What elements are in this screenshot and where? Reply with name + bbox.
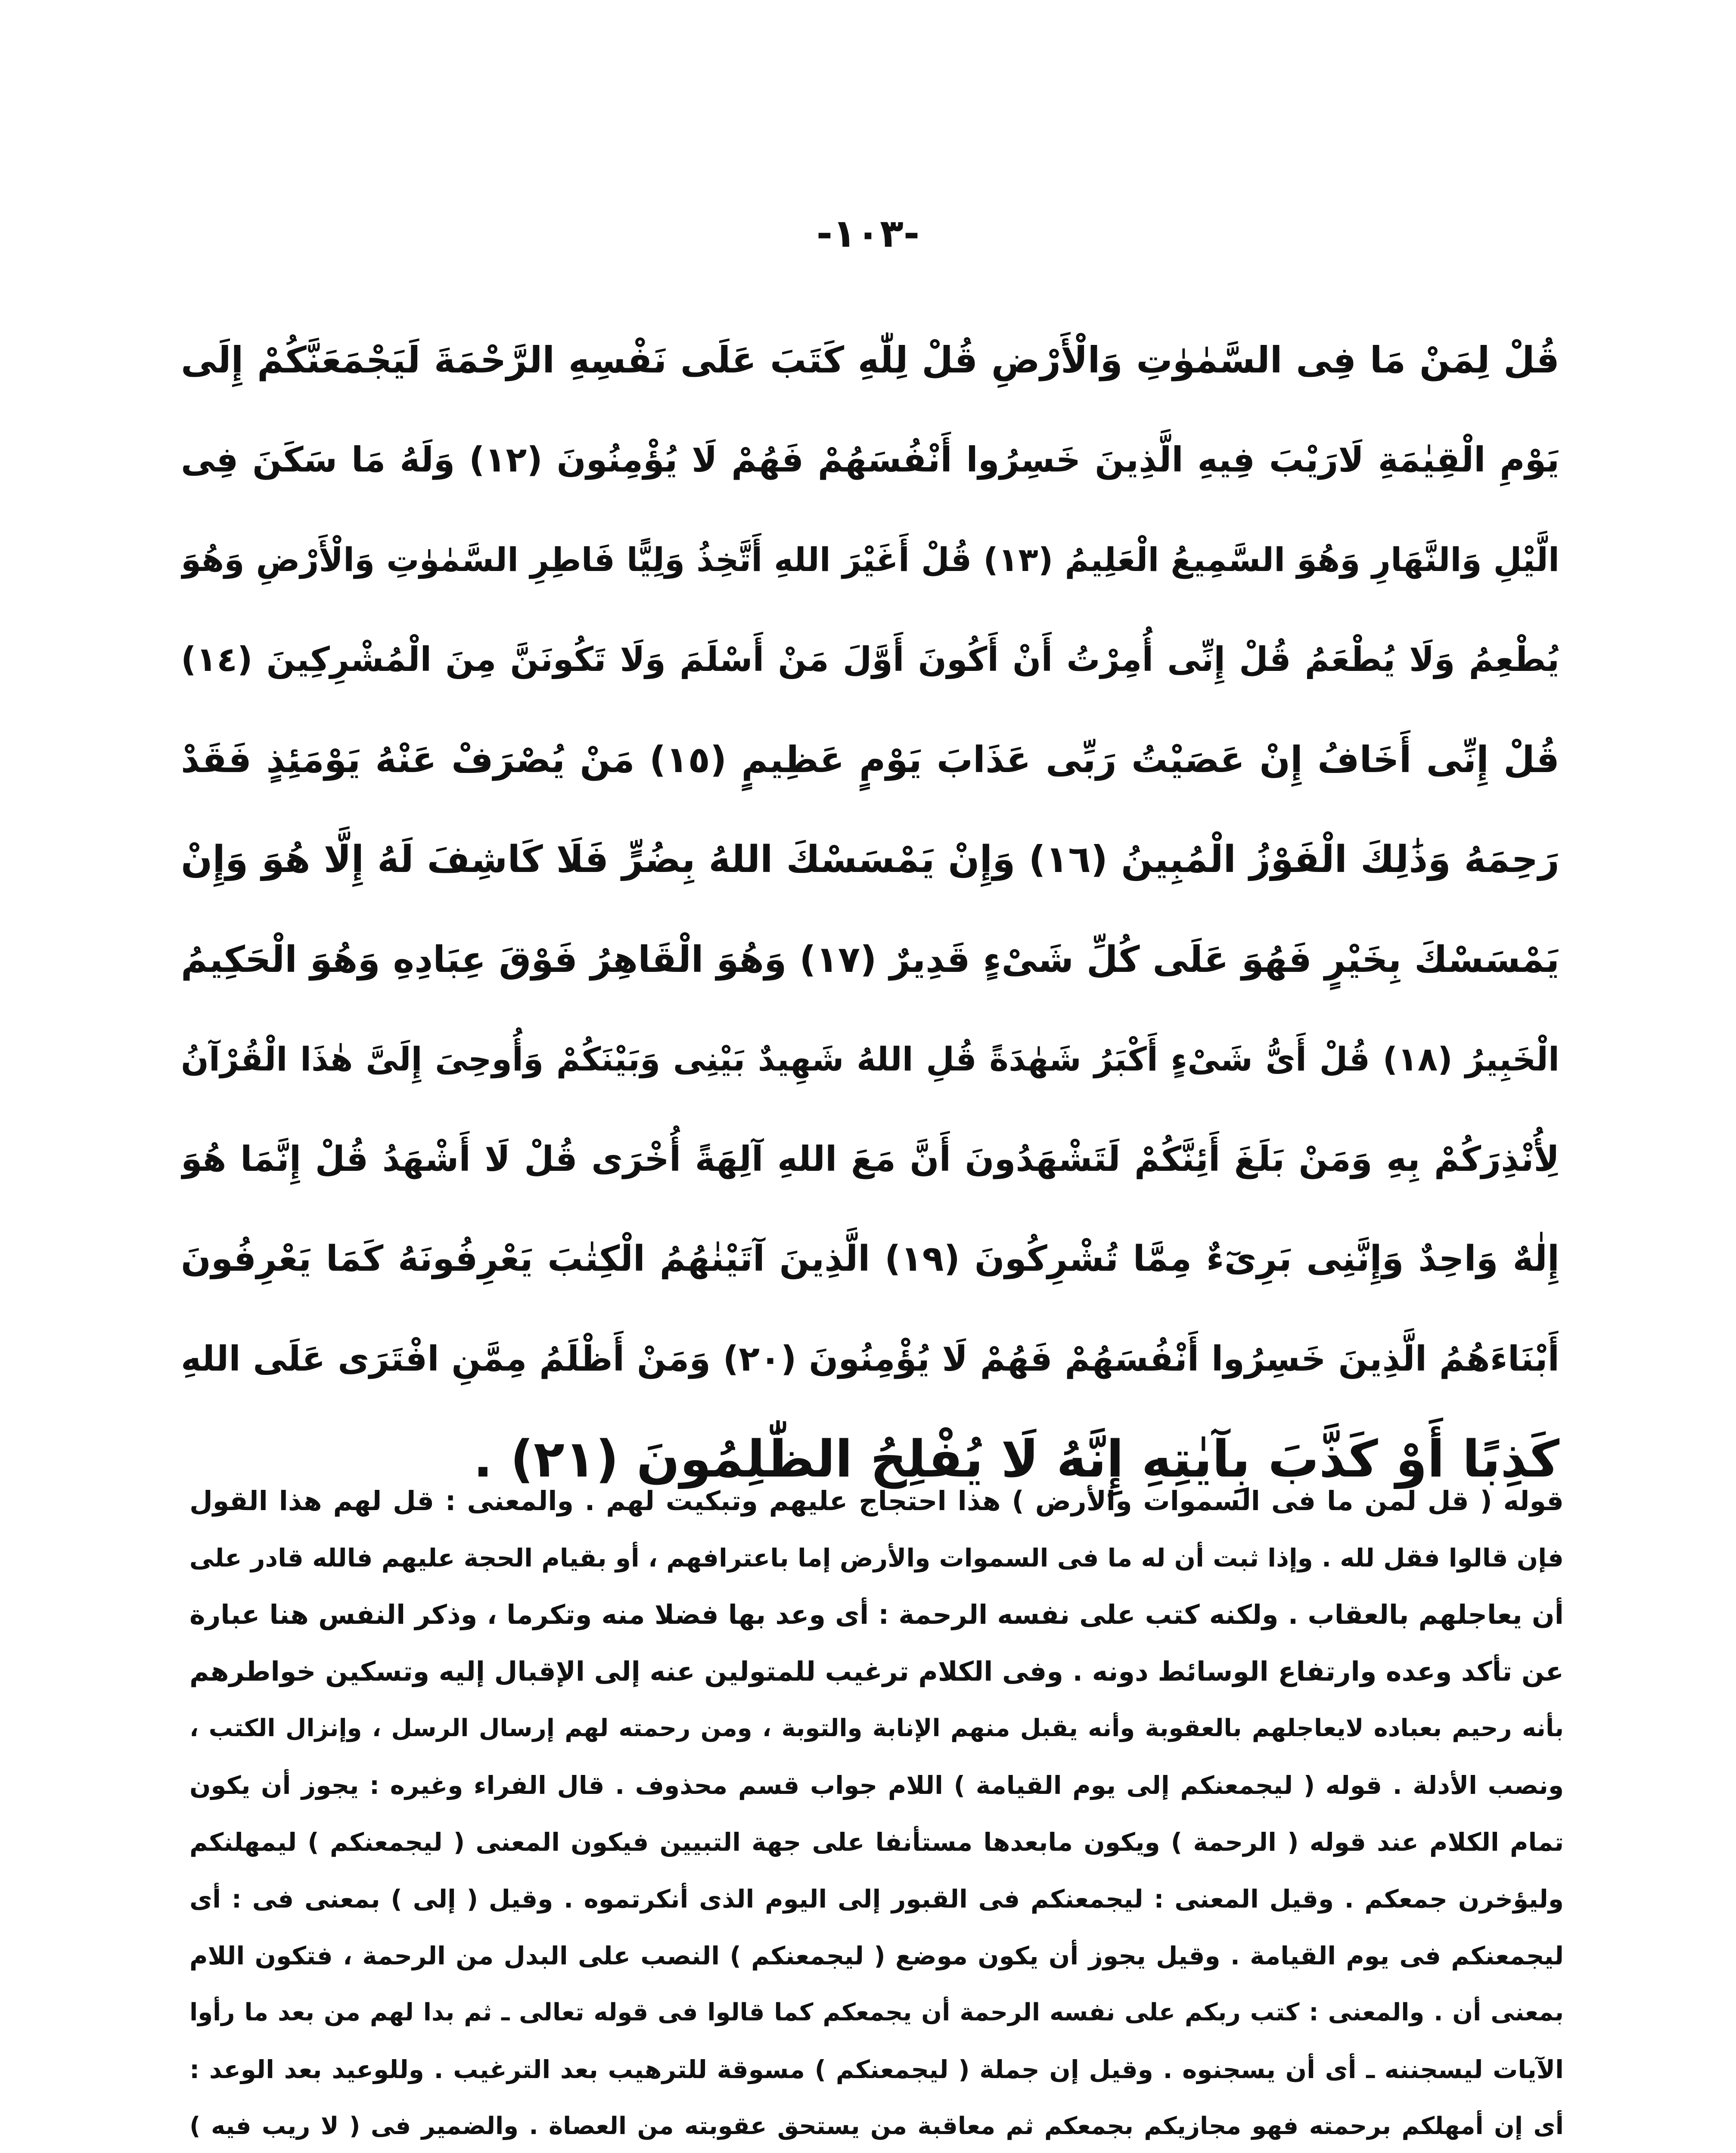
- commentary-line: ليجمعنكم فى يوم القيامة . وقيل يجوز أن يكون موضع ( ليجمعنكم ) النصب على البدل من الرحمة ، فتكون اللام: [189, 1941, 1564, 1970]
- page-number: -١٠٣-: [816, 211, 920, 256]
- verse-line: قُلْ لِمَنْ مَا فِى السَّمٰوٰتِ وَالْأَرْضِ قُلْ لِلّٰهِ كَتَبَ عَلَى نَفْسِهِ الرَّحْمَةَ لَيَجْمَعَنَّكُمْ إِلَى: [181, 339, 1559, 381]
- commentary-line: أن يعاجلهم بالعقاب . ولكنه كتب على نفسه الرحمة : أى وعد بها فضلا منه وتكرما ، وذكر النفس هنا عبارة: [189, 1599, 1564, 1630]
- verse-line: أَبْنَاءَهُمُ الَّذِينَ خَسِرُوا أَنْفُسَهُمْ فَهُمْ لَا يُؤْمِنُونَ (٢٠) وَمَنْ أَظْلَمُ مِمَّنِ افْتَرَى عَلَى اللهِ: [181, 1339, 1559, 1379]
- commentary-line: أى إن أمهلكم برحمته فهو مجازيكم بجمعكم ثم معاقبة من يستحق عقوبته من العصاة . والضمير فى ( لا ريب فيه ): [189, 2112, 1564, 2140]
- verse-line: الْخَبِيرُ (١٨) قُلْ أَىُّ شَىْءٍ أَكْبَرُ شَهٰدَةً قُلِ اللهُ شَهِيدٌ بَيْنِى وَبَيْنَكُمْ وَأُوحِىَ إِلَىَّ هٰذَا الْقُرْآنُ: [181, 1040, 1559, 1078]
- commentary: [189, 1473, 1564, 2153]
- verse-line: يُطْعِمُ وَلَا يُطْعَمُ قُلْ إِنِّى أُمِرْتُ أَنْ أَكُونَ أَوَّلَ مَنْ أَسْلَمَ وَلَا تَكُونَنَّ مِنَ الْمُشْرِكِينَ (١٤): [181, 640, 1559, 679]
- commentary-line: قوله ( قل لمن ما فى السموات والأرض ) هذا احتجاج عليهم وتبكيت لهم . والمعنى : قل لهم هذا القول: [189, 1485, 1564, 1517]
- commentary-line: بمعنى أن . والمعنى : كتب ربكم على نفسه الرحمة أن يجمعكم كما قالوا فى قوله تعالى ـ ثم بدا لهم من بعد ما رأوا: [189, 1998, 1564, 2026]
- verse-line: يَوْمِ الْقِيٰمَةِ لَارَيْبَ فِيهِ الَّذِينَ خَسِرُوا أَنْفُسَهُمْ فَهُمْ لَا يُؤْمِنُونَ (١٢) وَلَهُ مَا سَكَنَ فِى: [181, 440, 1559, 480]
- commentary-line: وليؤخرن جمعكم . وقيل المعنى : ليجمعنكم فى القبور إلى اليوم الذى أنكرتموه . وقيل ( إلى ) بمعنى فى : أى: [189, 1884, 1564, 1914]
- commentary-line: الآيات ليسجننه ـ أى أن يسجنوه . وقيل إن جملة ( ليجمعنكم ) مسوقة للترهيب بعد الترغيب . وللوعيد بعد الوعد :: [189, 2055, 1564, 2084]
- verse-line: رَحِمَهُ وَذَٰلِكَ الْفَوْزُ الْمُبِينُ (١٦) وَإِنْ يَمْسَسْكَ اللهُ بِضُرٍّ فَلَا كَاشِفَ لَهُ إِلَّا هُوَ وَإِنْ: [181, 838, 1559, 881]
- verse-line: الَّيْلِ وَالنَّهَارِ وَهُوَ السَّمِيعُ الْعَلِيمُ (١٣) قُلْ أَغَيْرَ اللهِ أَتَّخِذُ وَلِيًّا فَاطِرِ السَّمٰوٰتِ وَالْأَرْضِ وَهُوَ: [181, 540, 1559, 579]
- commentary-line: ونصب الأدلة . قوله ( ليجمعنكم إلى يوم القيامة ) اللام جواب قسم محذوف . قال الفراء وغيره : يجوز أن يكون: [189, 1771, 1564, 1800]
- verse-line: لِأُنْذِرَكُمْ بِهِ وَمَنْ بَلَغَ أَئِنَّكُمْ لَتَشْهَدُونَ أَنَّ مَعَ اللهِ آلِهَةً أُخْرَى قُلْ لَا أَشْهَدُ قُلْ إِنَّمَا هُوَ: [181, 1139, 1559, 1179]
- commentary-line: عن تأكد وعده وارتفاع الوسائط دونه . وفى الكلام ترغيب للمتولين عنه إلى الإقبال إليه وتسكين خواطرهم: [189, 1656, 1564, 1687]
- verse-line: كَذِبًا أَوْ كَذَّبَ بِآيٰتِهِ إِنَّهُ لَا يُفْلِحُ الظّٰلِمُونَ (٢١) .: [473, 1429, 1559, 1489]
- commentary-line: تمام الكلام عند قوله ( الرحمة ) ويكون مابعدها مستأنفا على جهة التبيين فيكون المعنى ( ليجمعنكم ) ليمهلنكم: [189, 1827, 1564, 1857]
- quran-verses: [181, 310, 1559, 1509]
- verse-line: إِلٰهٌ وَاحِدٌ وَإِنَّنِى بَرِىٓءٌ مِمَّا تُشْرِكُونَ (١٩) الَّذِينَ آتَيْنٰهُمُ الْكِتٰبَ يَعْرِفُونَهُ كَمَا يَعْرِفُونَ: [181, 1238, 1559, 1279]
- verse-line: قُلْ إِنِّى أَخَافُ إِنْ عَصَيْتُ رَبِّى عَذَابَ يَوْمٍ عَظِيمٍ (١٥) مَنْ يُصْرَفْ عَنْهُ يَوْمَئِذٍ فَقَدْ: [181, 738, 1559, 781]
- verse-line: يَمْسَسْكَ بِخَيْرٍ فَهُوَ عَلَى كُلِّ شَىْءٍ قَدِيرٌ (١٧) وَهُوَ الْقَاهِرُ فَوْقَ عِبَادِهِ وَهُوَ الْحَكِيمُ: [181, 938, 1559, 980]
- commentary-line: فإن قالوا فقل لله . وإذا ثبت أن له ما فى السموات والأرض إما باعترافهم ، أو بقيام الحجة عليهم فالله قادر على: [189, 1543, 1564, 1573]
- commentary-line: بأنه رحيم بعباده لايعاجلهم بالعقوبة وأنه يقبل منهم الإنابة والتوبة ، ومن رحمته لهم إرسال الرسل ، وإنزال الكتب ،: [189, 1714, 1564, 1742]
